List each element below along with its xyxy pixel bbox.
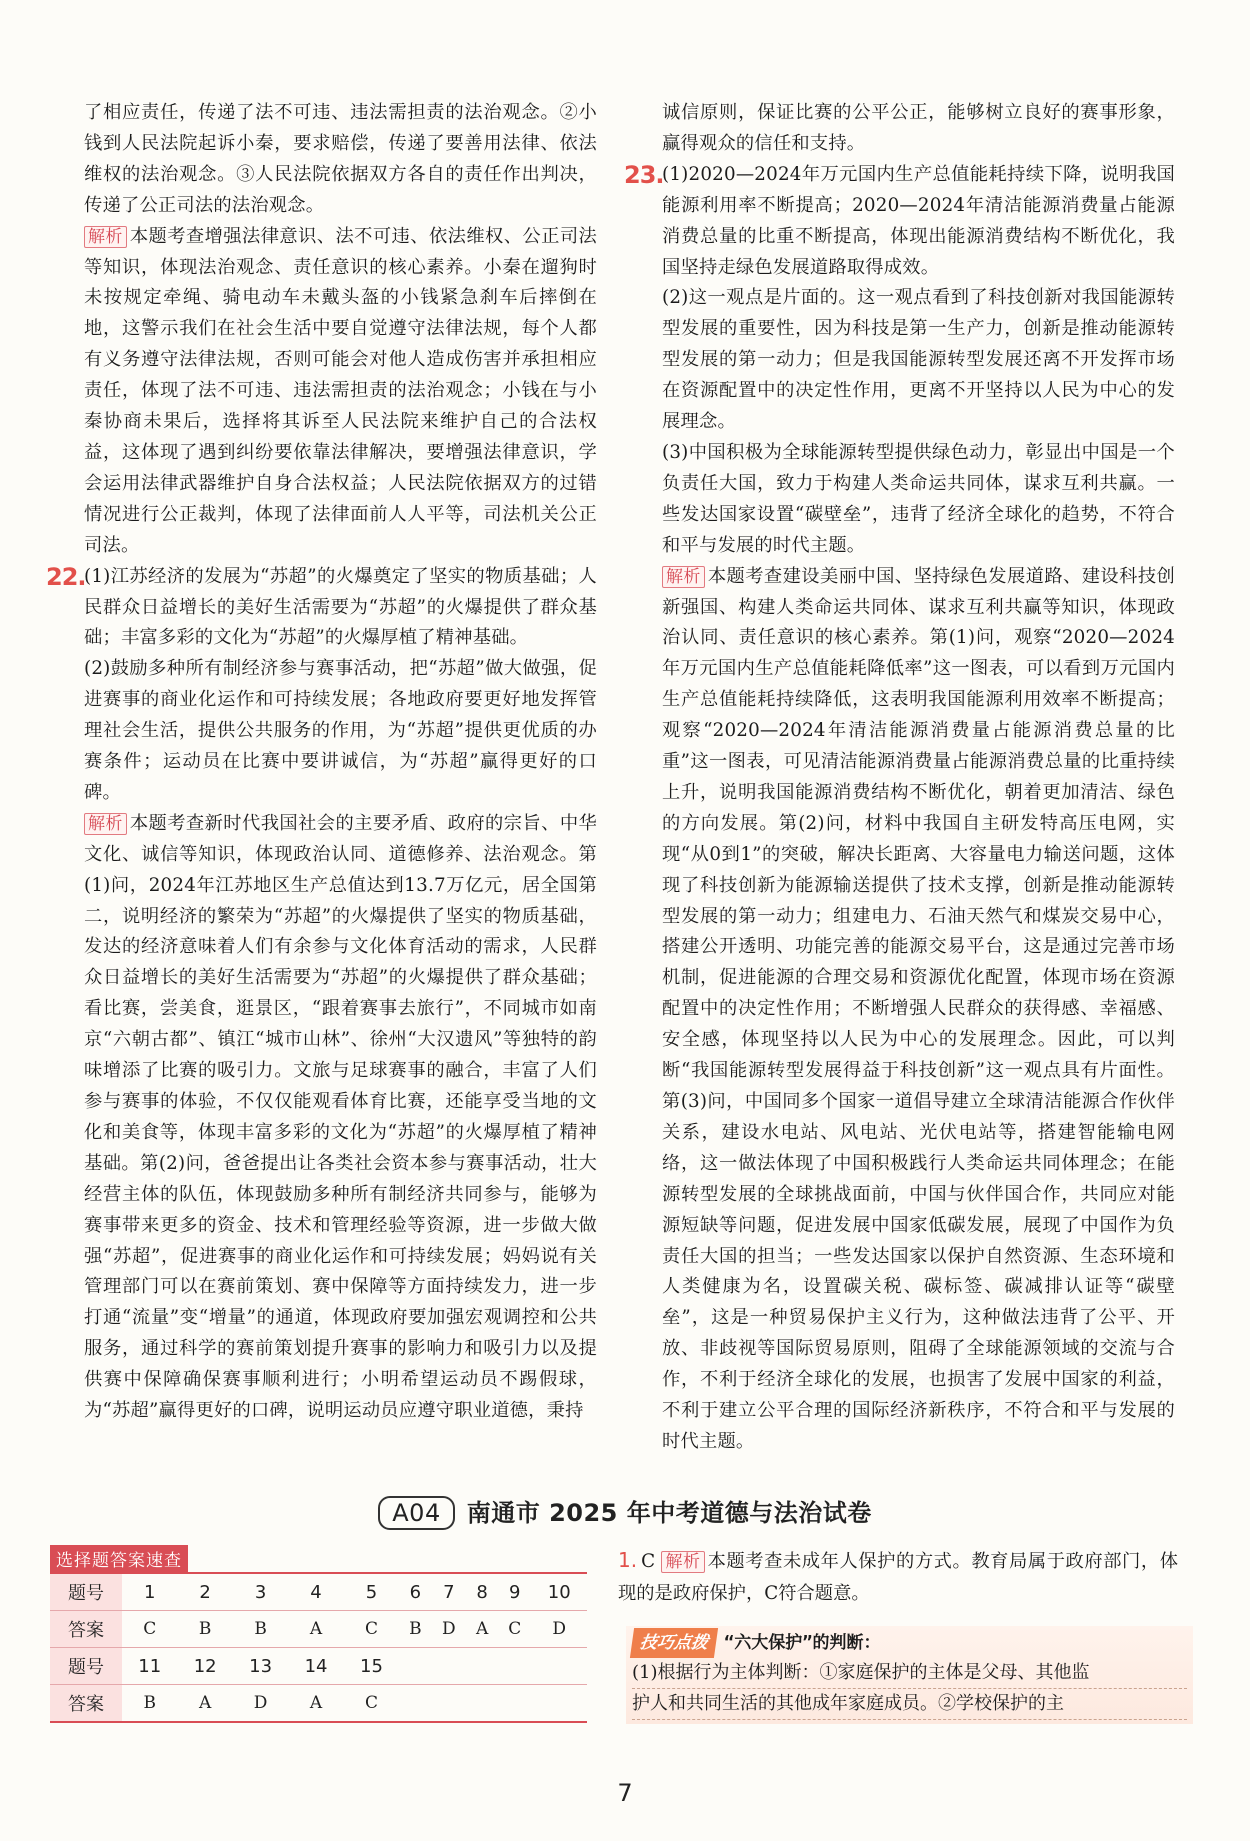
question-cell: 3 xyxy=(233,1573,288,1611)
answer-table xyxy=(50,1572,587,1723)
analysis-21-text: 本题考查增强法律意识、法不可违、依法维权、公正司法等知识，体现法治观念、责任意识的核心素养。小秦在遛狗时未按规定牵绳、骑电动车未戴头盔的小钱紧急刹车后摔倒在地，这警示我们在社会生活中要自觉遵守法律法规，每个人都有义务遵守法律法规，否则可能会对他人造成伤害并承担相应责任，体现了法不可违、违法需担责的法治观念；小钱在与小秦协商未果后，选择将其诉至人民法院来维护自己的合法权益，这体现了遇到纠纷要依靠法律解决，要增强法律意识，学会运用法律武器维护自身合法权益；人民法院依据双方的过错情况进行公正裁判，体现了法律面前人人平等，司法机关公正司法。 xyxy=(84,225,597,556)
table-row xyxy=(50,1573,587,1611)
q1-analysis-text: 本题考查未成年人保护的方式。教育局属于政府部门，体现的是政府保护，C符合题意。 xyxy=(618,1551,1179,1604)
right-column xyxy=(624,98,1175,1458)
answer-cell: B xyxy=(233,1611,288,1648)
question-cell: 11 xyxy=(122,1648,177,1685)
row-label: 答案 xyxy=(50,1685,122,1723)
answer-table-title: 选择题答案速查 xyxy=(50,1545,188,1572)
question-cell xyxy=(531,1648,587,1685)
question-cell xyxy=(466,1648,498,1685)
table-row xyxy=(50,1685,587,1723)
question-cell xyxy=(498,1648,531,1685)
question-number-23: 23. xyxy=(624,160,664,189)
answer-cell: D xyxy=(233,1685,288,1723)
answer-cell: B xyxy=(399,1611,431,1648)
answer-cell: D xyxy=(531,1611,587,1648)
table-row xyxy=(50,1611,587,1648)
question-number-1: 1. xyxy=(618,1548,638,1572)
q22-part-2: (2)鼓励多种所有制经济参与赛事活动，把“苏超”做大做强，促进赛事的商业化运作和可持续发展；各地政府要更好地发挥管理社会生活，提供公共服务的作用，为“苏超”提供更优质的办赛条件；运动员在比赛中要讲诚信，为“苏超”赢得更好的口碑。 xyxy=(84,658,597,803)
answer-cell xyxy=(399,1685,431,1723)
answer-cell: C xyxy=(122,1611,177,1648)
question-cell: 2 xyxy=(177,1573,232,1611)
section-header xyxy=(0,1493,1250,1530)
q23-part-2: (2)这一观点是片面的。这一观点看到了科技创新对我国能源转型发展的重要性，因为科技是第一生产力，创新是推动能源转型发展的第一动力；但是我国能源转型发展还离不开发挥市场在资源配置中的决定性作用，更离不开坚持以人民为中心的发展理念。 xyxy=(662,287,1175,433)
row-label: 题号 xyxy=(50,1573,122,1611)
answer-cell xyxy=(498,1685,531,1723)
answer-cell xyxy=(531,1685,587,1723)
q23-part-3: (3)中国积极为全球能源转型提供绿色动力，彰显出中国是一个负责任大国，致力于构建人类命运共同体，谋求互利共赢。一些发达国家设置“碳壁垒”，违背了经济全球化的趋势，不符合和平与发展的时代主题。 xyxy=(662,441,1175,556)
question-cell: 6 xyxy=(399,1573,431,1611)
analysis-tag: 解析 xyxy=(662,566,705,588)
question-cell: 12 xyxy=(177,1648,232,1685)
question-cell: 9 xyxy=(498,1573,531,1611)
answer-cell: B xyxy=(177,1611,232,1648)
answer-cell: C xyxy=(498,1611,531,1648)
answer-cell: A xyxy=(288,1611,343,1648)
answer-cell xyxy=(466,1685,498,1723)
exam-title: 南通市 2025 年中考道德与法治试卷 xyxy=(466,1499,872,1527)
answer-cell: A xyxy=(177,1685,232,1723)
analysis-22-continued: 诚信原则，保证比赛的公平公正，能够树立良好的赛事形象，赢得观众的信任和支持。 xyxy=(662,102,1175,154)
question-cell: 7 xyxy=(431,1573,466,1611)
tip-header xyxy=(632,1628,1187,1658)
tip-heading: “六大保护”的判断： xyxy=(724,1633,881,1653)
answer-cell: C xyxy=(344,1611,399,1648)
tip-label: 技巧点拨 xyxy=(630,1628,718,1658)
left-column xyxy=(46,98,597,1427)
question-23-answer-1 xyxy=(624,160,1175,284)
page-number: 7 xyxy=(617,1779,633,1807)
tip-box xyxy=(626,1626,1193,1724)
q23-part-1: (1)2020—2024年万元国内生产总值能耗持续下降，说明我国能源利用率不断提高；2020—2024年清洁能源消费量占能源消费总量的比重不断提高，体现出能源消费结构不断优化，我国坚持走绿色发展道路取得成效。 xyxy=(662,163,1175,278)
analysis-23 xyxy=(662,562,1175,1458)
tip-line: 护人和共同生活的其他成年家庭成员。②学校保护的主 xyxy=(632,1689,1187,1720)
analysis-22 xyxy=(84,809,597,1427)
answer-cell: C xyxy=(344,1685,399,1723)
q1-choice: C xyxy=(641,1551,656,1572)
question-number-22: 22. xyxy=(46,562,86,591)
question-cell: 14 xyxy=(288,1648,343,1685)
analysis-tag: 解析 xyxy=(84,226,127,248)
tip-line: (1)根据行为主体判断：①家庭保护的主体是父母、其他监 xyxy=(632,1658,1187,1689)
analysis-tag: 解析 xyxy=(661,1551,704,1573)
analysis-23-text: 本题考查建设美丽中国、坚持绿色发展道路、建设科技创新强国、构建人类命运共同体、谋求互利共赢等知识，体现政治认同、责任意识的核心素养。第(1)问，观察“2020—2024年万元国内生产总值能耗降低率”这一图表，可以看到万元国内生产总值能耗持续降低，这表明我国能源利用效率不断提高；观察“2020—2024年清洁能源消费量占能源消费总量的比重”这一图表，可见清洁能源消费量占能源消费总量的比重持续上升，说明我国能源消费结构不断优化，朝着更加清洁、绿色的方向发展。第(2)问，材料中我国自主研发特高压电网，实现“从0到1”的突破，解决长距离、大容量电力输送问题，这体现了科技创新为能源输送提供了技术支撑，创新是推动能源转型发展的第一动力；组建电力、石油天然气和煤炭交易中心，搭建公开透明、功能完善的能源交易平台，这是通过完善市场机制，促进能源的合理交易和资源优化配置，体现市场在资源配置中的决定性作用；不断增强人民群众的获得感、幸福感、安全感，体现坚持以人民为中心的发展理念。因此，可以判断“我国能源转型发展得益于科技创新”这一观点具有片面性。第(3)问，中国同多个国家一道倡导建立全球清洁能源合作伙伴关系，建设水电站、风电站、光伏电站等，搭建智能输电网络，这一做法体现了中国积极践行人类命运共同体理念；在能源转型发展的全球挑战面前，中国与伙伴国合作，共同应对能源短缺等问题，促进发展中国家低碳发展，展现了中国作为负责任大国的担当；一些发达国家以保护自然资源、生态环境和人类健康为名，设置碳关税、碳标签、碳减排认证等“碳壁垒”，这是一种贸易保护主义行为，这种做法违背了公平、开放、非歧视等国际贸易原则，阻碍了全球能源领域的交流与合作，不利于经济全球化的发展，也损害了发展中国家的利益，不利于建立公平合理的国际经济新秩序，不符合和平与发展的时代主题。 xyxy=(662,565,1175,1452)
question-cell: 13 xyxy=(233,1648,288,1685)
question-cell xyxy=(431,1648,466,1685)
question-cell: 1 xyxy=(122,1573,177,1611)
question-cell: 4 xyxy=(288,1573,343,1611)
question-cell: 15 xyxy=(344,1648,399,1685)
answer-cell xyxy=(431,1685,466,1723)
question-cell: 8 xyxy=(466,1573,498,1611)
table-row xyxy=(50,1648,587,1685)
analysis-tag: 解析 xyxy=(84,813,127,835)
analysis-22-text: 本题考查新时代我国社会的主要矛盾、政府的宗旨、中华文化、诚信等知识，体现政治认同、道德修养、法治观念。第(1)问，2024年江苏地区生产总值达到13.7万亿元，居全国第二，说明经济的繁荣为“苏超”的火爆提供了坚实的物质基础，发达的经济意味着人们有余参与文化体育活动的需求，人民群众日益增长的美好生活需要为“苏超”的火爆提供了群众基础；看比赛，尝美食，逛景区，“跟着赛事去旅行”，不同城市如南京“六朝古都”、镇江“城市山林”、徐州“大汉遗风”等独特的韵味增添了比赛的吸引力。文旅与足球赛事的融合，丰富了人们参与赛事的体验，不仅仅能观看体育比赛，还能享受当地的文化和美食等，体现丰富多彩的文化为“苏超”的火爆厚植了精神基础。第(2)问，爸爸提出让各类社会资本参与赛事活动，壮大经营主体的队伍，体现鼓励多种所有制经济共同参与，能够为赛事带来更多的资金、技术和管理经验等资源，进一步做大做强“苏超”，促进赛事的商业化运作和可持续发展；妈妈说有关管理部门可以在赛前策划、赛中保障等方面持续发力，进一步打通“流量”变“增量”的通道，体现政府要加强宏观调控和公共服务，通过科学的赛前策划提升赛事的影响力和吸引力以及提供赛中保障确保赛事顺利进行；小明希望运动员不踢假球，为“苏超”赢得更好的口碑，说明运动员应遵守职业道德，秉持 xyxy=(84,812,597,1422)
answer-cell: A xyxy=(466,1611,498,1648)
row-label: 答案 xyxy=(50,1611,122,1648)
analysis-21 xyxy=(84,222,597,562)
question-cell: 10 xyxy=(531,1573,587,1611)
exam-code-badge: A04 xyxy=(378,1496,454,1530)
question-cell: 5 xyxy=(344,1573,399,1611)
question-cell xyxy=(399,1648,431,1685)
question-22-answer-1 xyxy=(46,562,597,655)
answer-cell: D xyxy=(431,1611,466,1648)
answer-21-tail: 了相应责任，传递了法不可违、违法需担责的法治观念。②小钱到人民法院起诉小秦，要求赔偿，传递了要善用法律、依法维权的法治观念。③人民法院依据双方各自的责任作出判决，传递了公正司法的法治观念。 xyxy=(84,102,597,216)
q22-part-1: (1)江苏经济的发展为“苏超”的火爆奠定了坚实的物质基础；人民群众日益增长的美好生活需要为“苏超”的火爆提供了群众基础；丰富多彩的文化为“苏超”的火爆厚植了精神基础。 xyxy=(84,565,597,649)
row-label: 题号 xyxy=(50,1648,122,1685)
answer-cell: B xyxy=(122,1685,177,1723)
answer-quick-reference xyxy=(50,1545,590,1723)
question-1-answer xyxy=(618,1544,1178,1610)
answer-cell: A xyxy=(288,1685,343,1723)
